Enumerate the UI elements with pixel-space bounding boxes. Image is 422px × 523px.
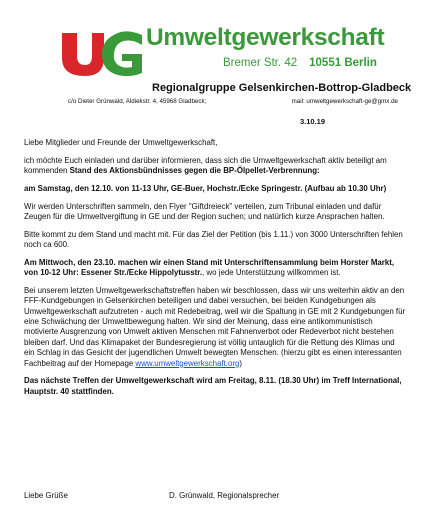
contact-line [68, 98, 400, 105]
city: 10551 Berlin [309, 57, 377, 69]
homepage-link[interactable]: www.umweltgewerkschaft.org [135, 358, 240, 368]
contact-mail: mail: umweltgewerkschaft-ge@gmx.de [291, 98, 398, 105]
umweltgewerkschaft-logo [58, 27, 144, 79]
letter-date: 3.10.19 [300, 117, 326, 126]
greeting: Liebe Mitglieder und Freunde der Umweltgewerkschaft, [24, 138, 218, 147]
paragraph-invitation: ich möchte Euch einladen und darüber informieren, dass sich die Umweltgewerkschaft aktiv beteiligt am kommenden Stand des Aktionsbündnisses gegen die BP-Ölpellet-Verbrennung: [24, 155, 387, 176]
contact-address: c/o Dieter Grünwald, Aldiekstr. 4, 45968 Gladbeck; [68, 98, 207, 105]
paragraph-activities: Wir werden Unterschriften sammeln, den Flyer "Giftdreieck" verteilen, zum Tribunal einladen und dafür Zeugen für die Umweltvergiftung in GE und der Region suchen; und natürlich kurze Ansprachen halten. [24, 201, 385, 221]
org-address [223, 57, 377, 69]
signer: D. Grünwald, Regionalsprecher [169, 491, 280, 500]
org-name: Umweltgewerkschaft [146, 24, 385, 51]
paragraph-petition: Bitte kommt zu dem Stand und macht mit. Für das Ziel der Petition (bis 1.11.) von 3000 Unterschriften fehlen noch ca 600. [24, 229, 403, 250]
signoff [24, 491, 406, 500]
paragraph-fff: Bei unserem letzten Umweltgewerkschaftstreffen haben wir beschlossen, dass wir uns weiterhin aktiv an den FFF-Kundgebungen in Gelsenkirchen beteiligen und dabei versuchen, bei beiden Kundgebungen als Umweltgewerkschaft aufzutreten - auch mit Redebeitrag, weil wir die Spaltung in GE mit 2 Kundgebungen für eine Schwächung der Umweltbewegung halten. Wir sind der Meinung, dass eine antikommunistisch motivierte Ausgrenzung von Umwelt aktiven Menschen mit Fahnenverbot oder Redeverbot nicht bestehen bleiben darf. Und das Klimapaket der Bundesregierung ist völlig untauglich für die Rettung des Klimas und ein Schlag in das Gesicht der jugendlichen Umwelt bewegten Menschen. (hierzu gibt es einen interessanten Fachbeitrag auf der Homepage www.umweltgewerkschaft.org) [24, 285, 406, 368]
closing: Liebe Grüße [24, 491, 68, 500]
paragraph-event-saturday: am Samstag, den 12.10. von 11-13 Uhr, GE-Buer, Hochstr./Ecke Springestr. (Aufbau ab 10.30 Uhr) [24, 183, 387, 193]
paragraph-event-wednesday: Am Mittwoch, den 23.10. machen wir einen Stand mit Unterschriftensammlung beim Horster Markt, von 10-12 Uhr: Essener Str./Ecke Hippolytusstr., wo jede Unterstützung willkommen ist. [24, 257, 395, 278]
street: Bremer Str. 42 [223, 57, 298, 69]
regional-group-title: Regionalgruppe Gelsenkirchen-Bottrop-Gladbeck [152, 82, 412, 94]
letter-body [24, 138, 406, 405]
paragraph-next-meeting: Das nächste Treffen der Umweltgewerkschaft wird am Freitag, 8.11. (18.30 Uhr) im Treff International, Hauptstr. 40 stattfinden. [24, 376, 402, 396]
